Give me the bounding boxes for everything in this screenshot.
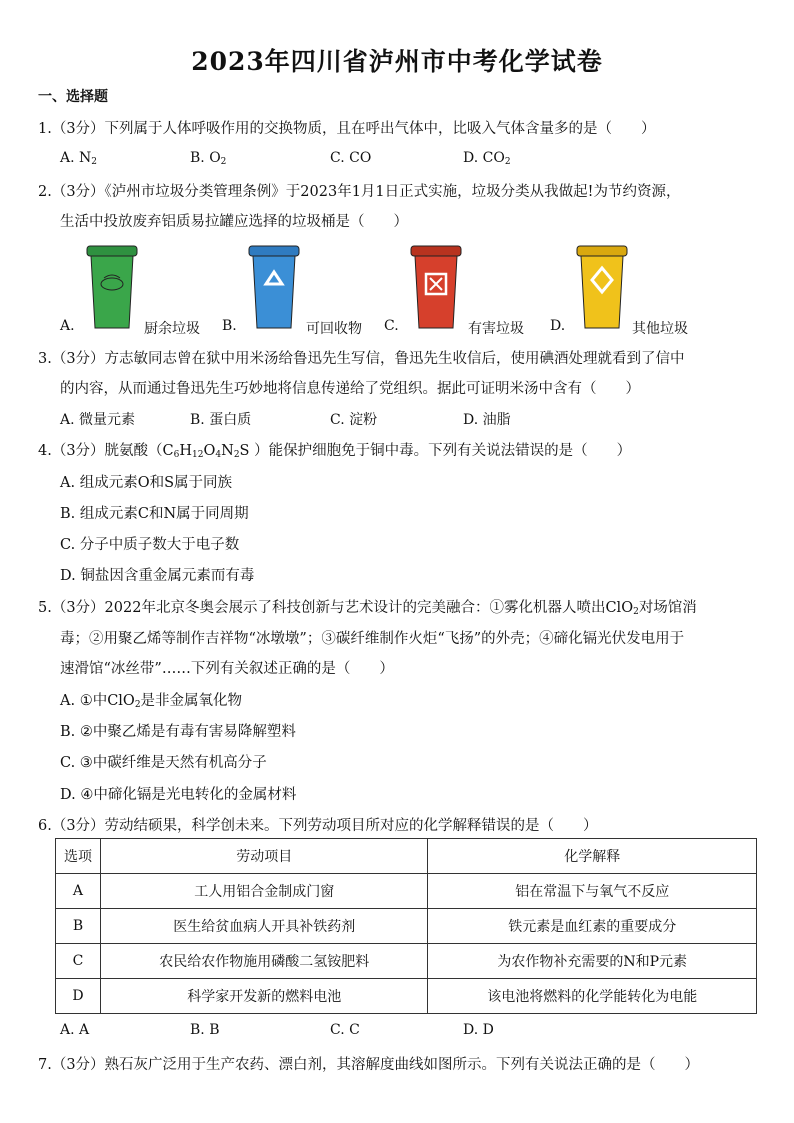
q3-option-b[interactable]: B. 蛋白质 [190,412,252,428]
q1-option-d[interactable]: D. $CO_2$ [463,150,511,167]
q5-stem-line2: 毒；②用聚乙烯等制作吉祥物“冰墩墩”；③碳纤维制作火炬“飞扬”的外壳；④碲化镉光伏发电用于 [60,631,685,647]
q2-option-d-label: 其他垃圾 [632,321,688,337]
q2-bin-options [0,240,794,340]
q2-option-b-label: 可回收物 [306,321,362,337]
q2-option-b-letter[interactable]: B. [222,318,237,334]
table-cell: B [56,909,101,944]
q2-option-a-letter[interactable]: A. [60,318,75,334]
q7-stem: 7.（3分）熟石灰广泛用于生产农药、漂白剂，其溶解度曲线如图所示。下列有关说法正确的是（ ） [38,1057,700,1073]
table-cell: C [56,944,101,979]
q5-option-a[interactable]: A. ①中ClO$_2$是非金属氧化物 [60,693,243,710]
table-row [56,874,757,909]
q3-option-d[interactable]: D. 油脂 [463,412,511,428]
table-cell: 铝在常温下与氧气不反应 [428,874,757,909]
section-heading: 一、选择题 [38,89,108,105]
q4-option-a[interactable]: A. 组成元素O和S属于同族 [60,475,233,491]
hazardous-waste-bin-icon [410,244,462,330]
q2-option-c-label: 有害垃圾 [468,321,524,337]
table-row [56,909,757,944]
q6-table [55,838,757,1014]
q3-option-a[interactable]: A. 微量元素 [60,412,136,428]
table-header-cell: 劳动项目 [100,839,428,874]
q2-option-a-label: 厨余垃圾 [144,321,200,337]
q5-option-c[interactable]: C. ③中碳纤维是天然有机高分子 [60,755,267,771]
table-header-cell: 化学解释 [428,839,757,874]
q1-stem: 1.（3分）下列属于人体呼吸作用的交换物质，且在呼出气体中，比吸入气体含量多的是（ ） [38,121,656,137]
q6-option-d[interactable]: D. D [463,1022,494,1038]
q4-option-c[interactable]: C. 分子中质子数大于电子数 [60,537,240,553]
q6-option-c[interactable]: C. C [330,1022,360,1038]
q2-option-d-letter[interactable]: D. [550,318,566,334]
q6-stem: 6.（3分）劳动结硕果，科学创未来。下列劳动项目所对应的化学解释错误的是（ ） [38,818,598,834]
q4-option-d[interactable]: D. 铜盐因含重金属元素而有毒 [60,568,255,584]
q4-stem: 4.（3分）胱氨酸（$C_6H_{12}O_4N_2S$ ）能保护细胞免于铜中毒。下列有关说法错误的是（ ） [38,443,632,460]
q1-option-a[interactable]: A. $N_2$ [60,150,97,167]
q5-stem-line3: 速滑馆“冰丝带”……下列有关叙述正确的是（ ） [60,661,394,677]
kitchen-waste-bin-icon [86,244,138,330]
q3-option-c[interactable]: C. 淀粉 [330,412,378,428]
page-title: 2023年四川省泸州市中考化学试卷 [191,47,603,76]
table-cell: 工人用铝合金制成门窗 [100,874,428,909]
q5-option-d[interactable]: D. ④中碲化镉是光电转化的金属材料 [60,787,297,803]
table-cell: 科学家开发新的燃料电池 [100,979,428,1014]
table-cell: 铁元素是血红素的重要成分 [428,909,757,944]
q2-stem-line1: 2.（3分）《泸州市垃圾分类管理条例》于2023年1月1日正式实施，垃圾分类从我做起!为节约资源， [38,184,681,200]
q1-option-c[interactable]: C. CO [330,150,372,166]
q5-option-b[interactable]: B. ②中聚乙烯是有毒有害易降解塑料 [60,724,296,740]
q3-stem-line1: 3.（3分）方志敏同志曾在狱中用米汤给鲁迅先生写信，鲁迅先生收信后，使用碘酒处理就看到了信中 [38,351,685,367]
q2-stem-line2: 生活中投放废弃铝质易拉罐应选择的垃圾桶是（ ） [60,214,408,230]
q3-stem-line2: 的内容，从而通过鲁迅先生巧妙地将信息传递给了党组织。据此可证明米汤中含有（ ） [60,381,640,397]
table-header-row [56,839,757,874]
table-row [56,944,757,979]
q6-option-b[interactable]: B. B [190,1022,220,1038]
q6-option-a[interactable]: A. A [60,1022,90,1038]
table-cell: 为农作物补充需要的N和P元素 [428,944,757,979]
table-cell: A [56,874,101,909]
other-waste-bin-icon [576,244,628,330]
recyclable-bin-icon [248,244,300,330]
table-cell: 该电池将燃料的化学能转化为电能 [428,979,757,1014]
q4-option-b[interactable]: B. 组成元素C和N属于同周期 [60,506,249,522]
table-cell: 医生给贫血病人开具补铁药剂 [100,909,428,944]
table-row [56,979,757,1014]
q5-stem-line1: 5.（3分）2022年北京冬奥会展示了科技创新与艺术设计的完美融合：①雾化机器人喷出ClO$_2$对场馆消 [38,600,697,617]
table-cell: D [56,979,101,1014]
table-header-cell: 选项 [56,839,101,874]
q1-option-b[interactable]: B. $O_2$ [190,150,227,167]
table-cell: 农民给农作物施用磷酸二氢铵肥料 [100,944,428,979]
q2-option-c-letter[interactable]: C. [384,318,399,334]
